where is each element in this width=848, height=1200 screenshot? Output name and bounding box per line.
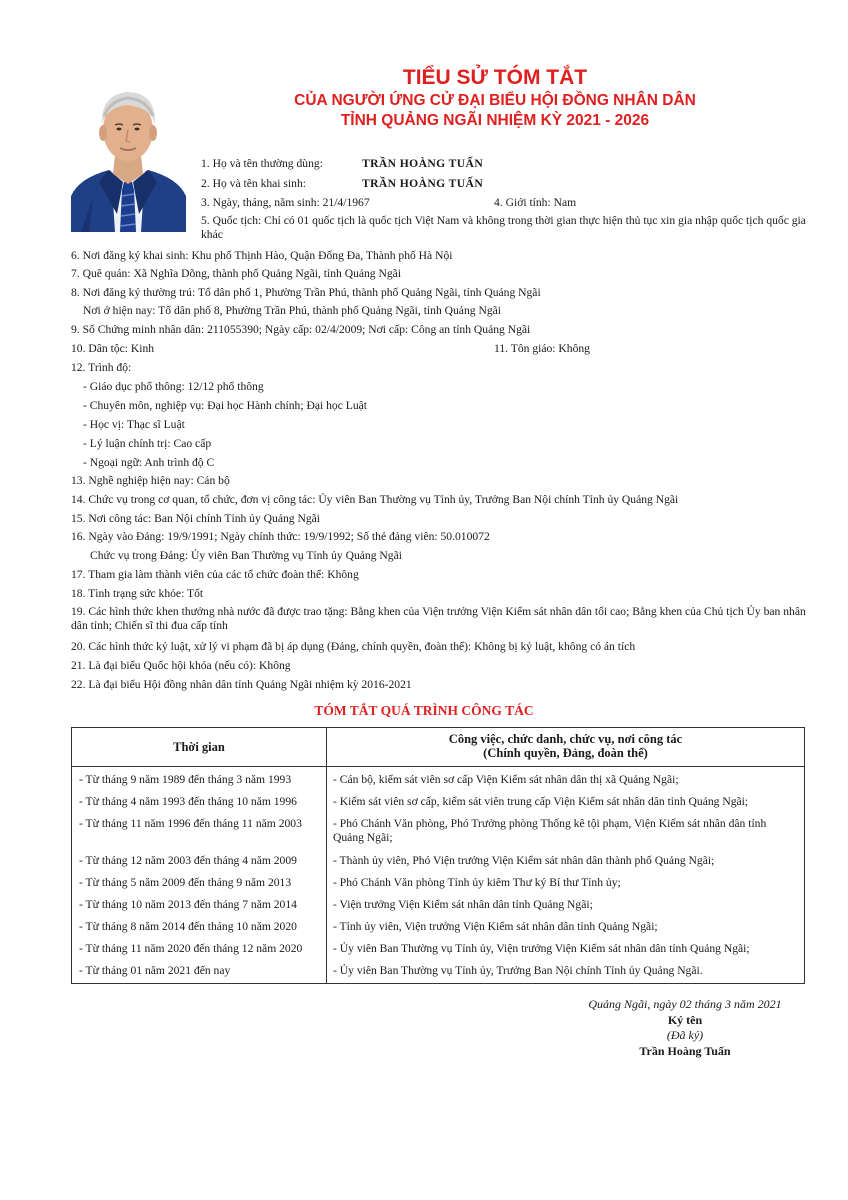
row-job: - Ủy viên Ban Thường vụ Tỉnh ủy, Trưởng Ban Nội chính Tỉnh ủy Quảng Ngãi. <box>333 964 703 977</box>
table-header <box>72 728 804 767</box>
row-job: - Ủy viên Ban Thường vụ Tỉnh ủy, Viện trưởng Viện Kiểm sát nhân dân tỉnh Quảng Ngãi; <box>333 942 750 955</box>
field-party-membership: 16. Ngày vào Đảng: 19/9/1991; Ngày chính thức: 19/9/1992; Số thẻ đảng viên: 50.010072 <box>71 530 490 543</box>
field-academic-degree: - Học vị: Thạc sĩ Luật <box>83 418 185 431</box>
candidate-portrait <box>71 78 186 232</box>
field-nationality: 5. Quốc tịch: Chỉ có 01 quốc tịch là quốc tịch Việt Nam và không trong thời gian thực hiện thủ tục xin gia nhập quốc tịch quốc gia khác <box>201 214 806 241</box>
row-job: - Kiểm sát viên sơ cấp, kiểm sát viên trung cấp Viện Kiểm sát nhân dân tỉnh Quảng Ngãi; <box>333 795 749 808</box>
field-organizations: 17. Tham gia làm thành viên của các tổ chức đoàn thể: Không <box>71 568 359 581</box>
row-time: - Từ tháng 12 năm 2003 đến tháng 4 năm 2009 <box>79 854 297 867</box>
header-job-line-1: Công việc, chức danh, chức vụ, nơi công tác <box>448 732 683 746</box>
field-awards: 19. Các hình thức khen thưởng nhà nước đã được trao tặng: Bằng khen của Viện trưởng Viện Kiểm sát nhân dân tối cao; Bằng khen của Chủ tịch Ủy ban nhân dân tỉnh; Chiến sĩ thi đua cấp tỉnh <box>71 605 806 632</box>
field-party-position: Chức vụ trong Đảng: Ủy viên Ban Thường vụ Tỉnh ủy Quảng Ngãi <box>90 549 402 562</box>
row-time: - Từ tháng 11 năm 2020 đến tháng 12 năm 2020 <box>79 942 303 955</box>
row-time: - Từ tháng 5 năm 2009 đến tháng 9 năm 2013 <box>79 876 292 889</box>
work-history-table <box>71 727 805 984</box>
field-health: 18. Tình trạng sức khỏe: Tốt <box>71 587 204 600</box>
field-date-of-birth: 3. Ngày, tháng, năm sinh: 21/4/1967 <box>201 196 370 209</box>
field-birth-name-value: TRẦN HOÀNG TUẤN <box>362 177 484 190</box>
header-job <box>327 732 804 760</box>
row-time: - Từ tháng 11 năm 1996 đến tháng 11 năm 2003 <box>79 817 302 830</box>
document-subtitle-2: TỈNH QUẢNG NGÃI NHIỆM KỲ 2021 - 2026 <box>340 112 650 129</box>
field-hometown: 7. Quê quán: Xã Nghĩa Dõng, thành phố Quảng Ngãi, tỉnh Quảng Ngãi <box>71 267 402 280</box>
row-job: - Phó Chánh Văn phòng Tỉnh ủy kiêm Thư ký Bí thư Tỉnh ủy; <box>333 876 621 889</box>
field-political-theory: - Lý luận chính trị: Cao cấp <box>83 437 212 450</box>
field-permanent-residence: 8. Nơi đăng ký thường trú: Tổ dân phố 1, Phường Trần Phú, thành phố Quảng Ngãi, tỉnh Quảng Ngãi <box>71 286 541 299</box>
field-common-name-value: TRẦN HOÀNG TUẤN <box>362 157 484 170</box>
row-job: - Thành ủy viên, Phó Viện trưởng Viện Kiểm sát nhân dân thành phố Quảng Ngãi; <box>333 854 715 867</box>
field-birth-name-label: 2. Họ và tên khai sinh: <box>201 177 306 190</box>
signature-signed-note: (Đã ký) <box>666 1028 704 1042</box>
work-history-title: TÓM TẮT QUÁ TRÌNH CÔNG TÁC <box>314 703 534 718</box>
row-time: - Từ tháng 01 năm 2021 đến nay <box>79 964 231 977</box>
field-specialization: - Chuyên môn, nghiệp vụ: Đại học Hành chính; Đại học Luật <box>83 399 367 412</box>
row-time: - Từ tháng 4 năm 1993 đến tháng 10 năm 1996 <box>79 795 297 808</box>
document-subtitle-1: CỦA NGƯỜI ỨNG CỬ ĐẠI BIỂU HỘI ĐỒNG NHÂN DÂN <box>294 92 696 109</box>
row-time: - Từ tháng 8 năm 2014 đến tháng 10 năm 2020 <box>79 920 297 933</box>
field-position: 14. Chức vụ trong cơ quan, tổ chức, đơn vị công tác: Ủy viên Ban Thường vụ Tỉnh ủy, Trưởng Ban Nội chính Tỉnh ủy Quảng Ngãi <box>71 493 679 506</box>
field-education-heading: 12. Trình độ: <box>71 361 132 374</box>
row-job: - Phó Chánh Văn phòng, Phó Trưởng phòng Thống kê tội phạm, Viện Kiểm sát nhân dân tỉnh Quảng Ngãi; <box>333 817 767 844</box>
signature-name: Trần Hoàng Tuấn <box>639 1044 731 1058</box>
field-gender: 4. Giới tính: Nam <box>494 196 577 209</box>
field-id-card: 9. Số Chứng minh nhân dân: 211055390; Ngày cấp: 02/4/2009; Nơi cấp: Công an tỉnh Quảng Ngãi <box>71 323 531 336</box>
field-workplace: 15. Nơi công tác: Ban Nội chính Tỉnh ủy Quảng Ngãi <box>71 512 321 525</box>
field-general-education: - Giáo dục phổ thông: 12/12 phổ thông <box>83 380 264 393</box>
field-ethnicity: 10. Dân tộc: Kinh <box>71 342 155 355</box>
field-foreign-language: - Ngoại ngữ: Anh trình độ C <box>83 456 215 469</box>
signature-label: Ký tên <box>667 1013 703 1027</box>
row-time: - Từ tháng 10 năm 2013 đến tháng 7 năm 2014 <box>79 898 297 911</box>
signature-place-date: Quảng Ngãi, ngày 02 tháng 3 năm 2021 <box>588 997 782 1011</box>
field-provincial-council: 22. Là đại biểu Hội đồng nhân dân tỉnh Quảng Ngãi nhiệm kỳ 2016-2021 <box>71 678 412 691</box>
field-occupation: 13. Nghề nghiệp hiện nay: Cán bộ <box>71 474 230 487</box>
header-job-line-2: (Chính quyền, Đảng, đoàn thể) <box>483 746 648 760</box>
document-title: TIỂU SỬ TÓM TẮT <box>402 66 588 89</box>
row-job: - Tỉnh ủy viên, Viện trưởng Viện Kiểm sát nhân dân tỉnh Quảng Ngãi; <box>333 920 658 933</box>
column-divider <box>326 728 327 983</box>
field-national-assembly: 21. Là đại biểu Quốc hội khóa (nếu có): Không <box>71 659 291 672</box>
header-time: Thời gian <box>173 740 225 754</box>
field-common-name-label: 1. Họ và tên thường dùng: <box>201 157 323 170</box>
field-religion: 11. Tôn giáo: Không <box>494 342 590 355</box>
row-time: - Từ tháng 9 năm 1989 đến tháng 3 năm 1993 <box>79 773 292 786</box>
field-discipline: 20. Các hình thức kỷ luật, xử lý vi phạm đã bị áp dụng (Đảng, chính quyền, đoàn thể): Không bị kỷ luật, không có án tích <box>71 640 636 653</box>
row-job: - Cán bộ, kiểm sát viên sơ cấp Viện Kiểm sát nhân dân thị xã Quảng Ngãi; <box>333 773 679 786</box>
field-birth-registration: 6. Nơi đăng ký khai sinh: Khu phố Thịnh Hào, Quận Đống Đa, Thành phố Hà Nội <box>71 249 453 262</box>
field-current-residence: Nơi ở hiện nay: Tổ dân phố 8, Phường Trần Phú, thành phố Quảng Ngãi, tỉnh Quảng Ngãi <box>83 304 501 317</box>
row-job: - Viện trưởng Viện Kiểm sát nhân dân tỉnh Quảng Ngãi; <box>333 898 593 911</box>
